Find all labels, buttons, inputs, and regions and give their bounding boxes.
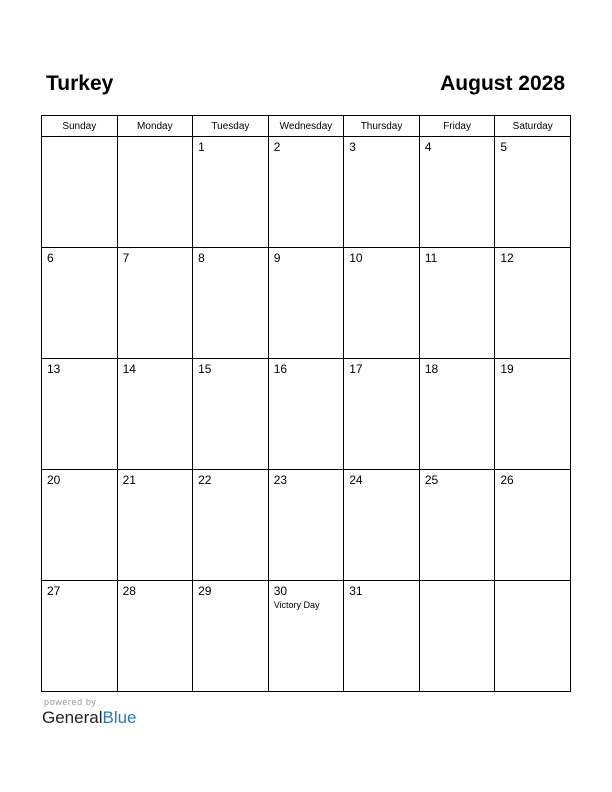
day-cell [193,137,269,248]
day-number: 27 [47,584,61,598]
day-cell [419,470,495,581]
day-cell [495,581,571,692]
week-row [42,137,571,248]
day-cell [419,137,495,248]
day-cell [42,470,118,581]
day-cell [42,581,118,692]
day-cell [42,248,118,359]
day-cell [268,581,344,692]
day-cell [268,359,344,470]
brand-general-text: General [42,708,103,727]
day-number: 17 [349,362,363,376]
day-cell [495,359,571,470]
holiday-label: Victory Day [273,600,320,610]
day-number: 3 [349,140,356,154]
day-number: 31 [349,584,363,598]
day-cell [268,470,344,581]
day-number: 28 [122,584,136,598]
day-cell [419,248,495,359]
day-number: 14 [122,362,136,376]
day-cell [495,137,571,248]
week-row [42,470,571,581]
day-number: 18 [424,362,439,376]
day-number: 1 [198,140,205,154]
brand-blue-text: Blue [102,708,137,727]
day-cell [117,581,193,692]
day-number: 5 [500,140,508,154]
day-number: 6 [47,251,54,265]
week-row [42,359,571,470]
day-cell [193,581,269,692]
month-year-title: August 2028 [440,72,565,95]
day-number: 4 [424,140,432,154]
day-cell [419,359,495,470]
country-title: Turkey [46,72,114,95]
day-number: 7 [122,251,130,265]
day-cell [117,470,193,581]
day-cell [495,470,571,581]
weekday-tuesday: Tuesday [193,116,269,137]
weekday-friday: Friday [419,116,495,137]
weekday-header-row [42,116,571,137]
day-number: 30 [273,584,288,598]
day-number: 2 [273,140,281,154]
weekday-thursday: Thursday [344,116,420,137]
day-number: 15 [198,362,212,376]
day-cell [344,581,420,692]
day-number: 16 [273,362,288,376]
day-number: 23 [273,473,288,487]
day-number: 24 [349,473,363,487]
day-cell [193,248,269,359]
generalblue-logo[interactable] [42,708,137,728]
day-cell [268,248,344,359]
day-number: 11 [424,251,438,265]
day-number: 29 [198,584,212,598]
day-number: 12 [500,251,514,265]
week-row [42,248,571,359]
day-cell [117,359,193,470]
day-cell [117,248,193,359]
day-number: 22 [198,473,212,487]
day-number: 9 [273,251,281,265]
day-number: 8 [198,251,205,265]
weekday-wednesday: Wednesday [268,116,344,137]
day-cell [344,137,420,248]
day-cell [42,359,118,470]
day-number: 10 [349,251,363,265]
day-cell [344,248,420,359]
day-cell [344,470,420,581]
weekday-saturday: Saturday [495,116,571,137]
powered-by-text: powered by [44,697,97,707]
day-cell [193,359,269,470]
week-row [42,581,571,692]
day-cell [344,359,420,470]
day-cell [42,137,118,248]
calendar-grid [41,115,571,692]
day-cell [495,248,571,359]
day-cell [268,137,344,248]
day-number: 21 [122,473,136,487]
day-number: 19 [500,362,514,376]
weekday-monday: Monday [117,116,193,137]
day-cell [117,137,193,248]
weekday-sunday: Sunday [42,116,118,137]
day-number: 25 [424,473,439,487]
day-number: 13 [47,362,61,376]
day-number: 20 [47,473,61,487]
day-cell [193,470,269,581]
day-number: 26 [500,473,514,487]
day-cell [419,581,495,692]
